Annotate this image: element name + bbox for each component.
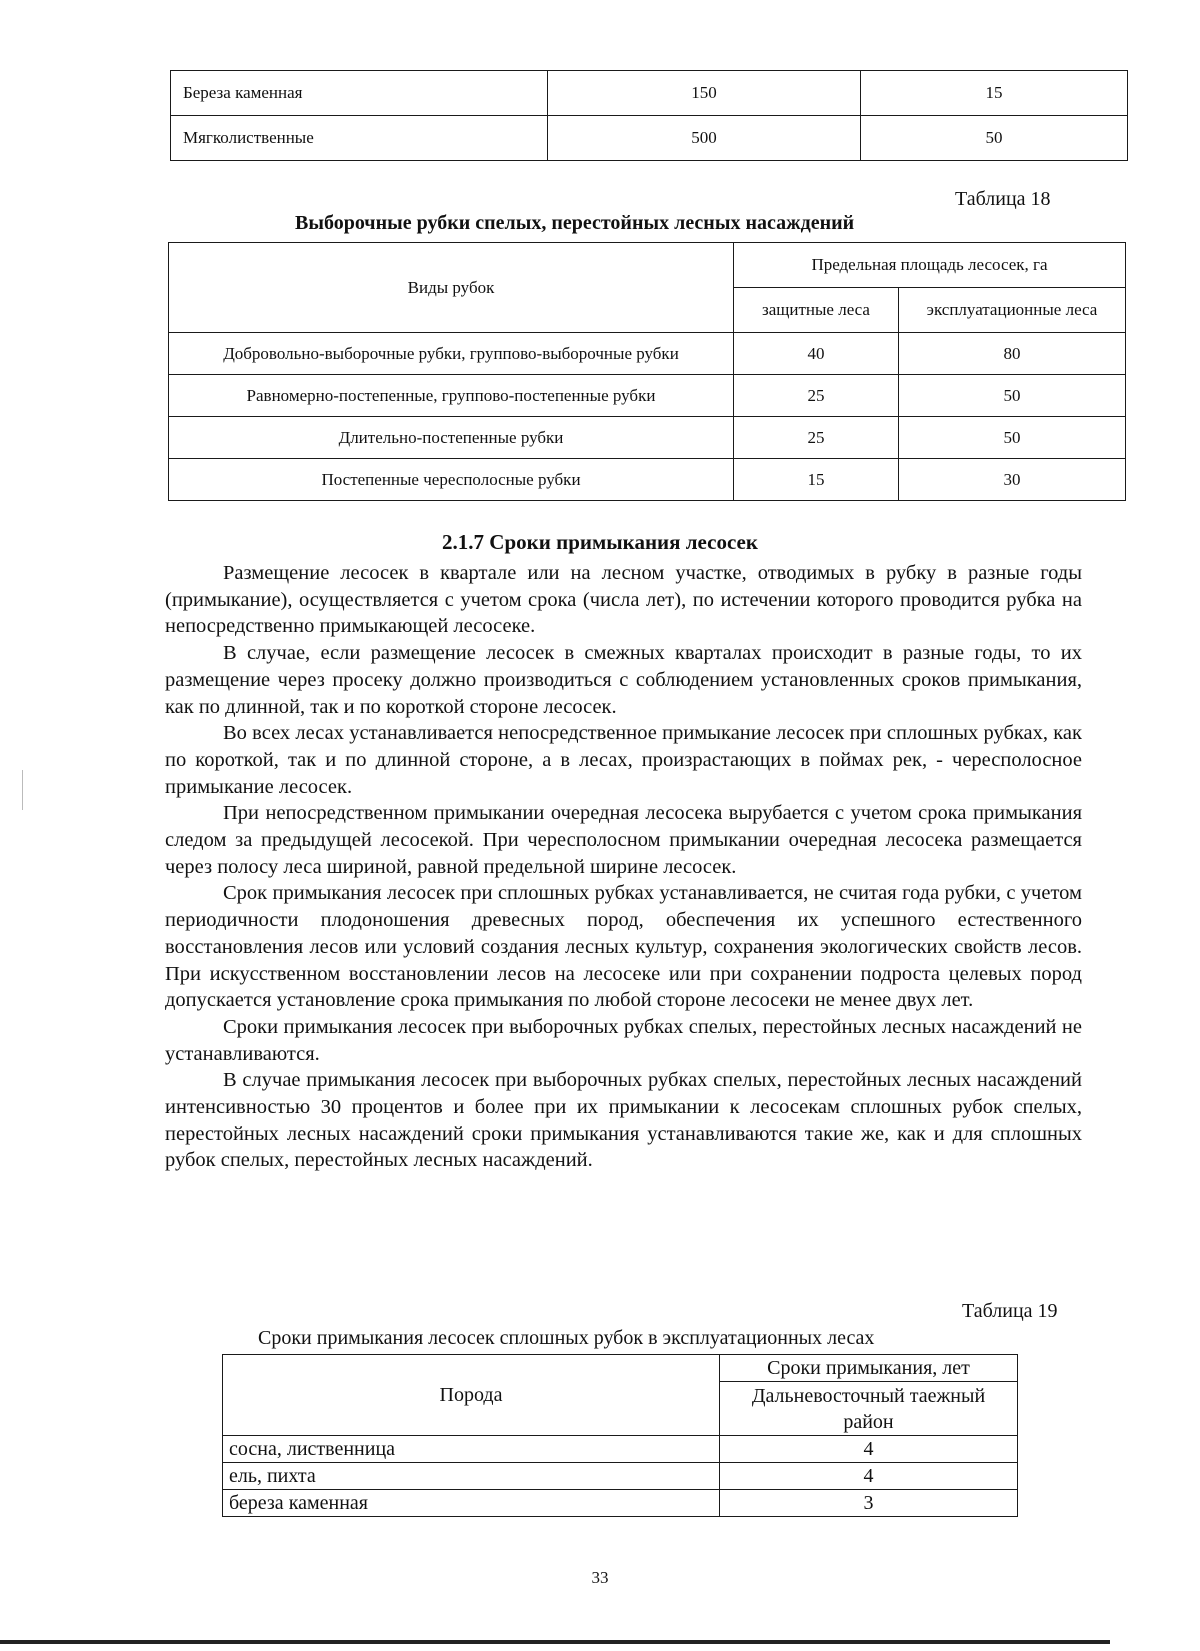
table-cell: 40 bbox=[734, 333, 899, 375]
table-row bbox=[169, 333, 1126, 375]
header-cell-exploitation: эксплуатационные леса bbox=[899, 288, 1126, 333]
paragraph: При непосредственном примыкании очередная лесосека вырубается с учетом срока примыкания следом за предыдущей лесосекой. При чересполосном примыкании очередная лесосека размещается через полосу леса шириной, равной предельной ширине лесосек. bbox=[165, 802, 1082, 878]
bottom-scan-rule bbox=[0, 1640, 1110, 1644]
table-cell: 4 bbox=[720, 1463, 1018, 1490]
table-header-row bbox=[169, 243, 1126, 288]
header-cell-area: Предельная площадь лесосек, га bbox=[734, 243, 1126, 288]
table-cell: Постепенные чересполосные рубки bbox=[169, 459, 734, 501]
table-cell: 3 bbox=[720, 1490, 1018, 1517]
table-cell: 80 bbox=[899, 333, 1126, 375]
header-cell-region: Дальневосточный таежный район bbox=[720, 1382, 1018, 1436]
table-cell: Равномерно-постепенные, группово-постепенные рубки bbox=[169, 375, 734, 417]
table-cell: 150 bbox=[548, 71, 861, 116]
table-cell: 4 bbox=[720, 1436, 1018, 1463]
continuation-table bbox=[170, 70, 1128, 161]
page-number: 33 bbox=[591, 1568, 609, 1587]
table-row bbox=[169, 459, 1126, 501]
table-cell: ель, пихта bbox=[223, 1463, 720, 1490]
table-cell: Береза каменная bbox=[171, 71, 548, 116]
table18 bbox=[168, 242, 1126, 501]
header-cell-types: Виды рубок bbox=[169, 243, 734, 333]
scan-artifact bbox=[22, 770, 23, 810]
table-cell: сосна, лиственница bbox=[223, 1436, 720, 1463]
table-cell: 25 bbox=[734, 417, 899, 459]
body-text bbox=[165, 560, 1082, 1174]
table-cell: 15 bbox=[734, 459, 899, 501]
table-cell: 30 bbox=[899, 459, 1126, 501]
table-cell: 50 bbox=[861, 116, 1128, 161]
paragraph: Сроки примыкания лесосек при выборочных рубках спелых, перестойных лесных насаждений не устанавливаются. bbox=[165, 1015, 1082, 1065]
table-row bbox=[223, 1463, 1018, 1490]
table-cell: Длительно-постепенные рубки bbox=[169, 417, 734, 459]
table-cell: Мягколиственные bbox=[171, 116, 548, 161]
paragraph: Размещение лесосек в квартале или на лесном участке, отводимых в рубку в разные годы (примыкание), осуществляется с учетом срока (числа лет), по истечении которого проводится рубка на непосредственно примыкающей лесосеке. bbox=[165, 562, 1082, 638]
paragraph: В случае примыкания лесосек при выборочных рубках спелых, перестойных лесных насаждений интенсивностью 30 процентов и более при их примыкании к лесосекам сплошных рубок спелых, перестойных лесных насаждений сроки примыкания устанавливаются такие же, как и для сплошных рубок спелых, перестойных лесных насаждений. bbox=[165, 1069, 1082, 1172]
table-row bbox=[223, 1490, 1018, 1517]
table-row bbox=[169, 375, 1126, 417]
table-cell: 15 bbox=[861, 71, 1128, 116]
table18-caption: Таблица 18 bbox=[955, 188, 1051, 210]
table-cell: 25 bbox=[734, 375, 899, 417]
paragraph: Во всех лесах устанавливается непосредственное примыкание лесосек при сплошных рубках, как по короткой, так и по длинной стороне, а в лесах, произрастающих в поймах рек, - чересполосное примыкание лесосек. bbox=[165, 722, 1082, 798]
table18-title: Выборочные рубки спелых, перестойных лесных насаждений bbox=[295, 212, 855, 234]
paragraph: Срок примыкания лесосек при сплошных рубках устанавливается, не считая года рубки, с учетом периодичности плодоношения древесных пород, обеспечения их успешного естественного восстановления лесов или условий создания лесных культур, сохранения экологических свойств лесов. При искусственном восстановлении лесов на лесосеке или при сохранении подроста целевых пород допускается установление срока примыкания по любой стороне лесосеки не менее двух лет. bbox=[165, 882, 1082, 1012]
table19 bbox=[222, 1354, 1018, 1517]
header-cell-species: Порода bbox=[223, 1355, 720, 1436]
table-cell: Добровольно-выборочные рубки, группово-выборочные рубки bbox=[169, 333, 734, 375]
table-row bbox=[169, 417, 1126, 459]
header-cell-terms: Сроки примыкания, лет bbox=[720, 1355, 1018, 1382]
paragraph: В случае, если размещение лесосек в смежных кварталах происходит в разные годы, то их размещение через просеку должно производиться с соблюдением установленных сроков примыкания, как по длинной, так и по короткой стороне лесосек. bbox=[165, 642, 1082, 718]
table-row bbox=[171, 71, 1128, 116]
table-row bbox=[223, 1436, 1018, 1463]
table-header-row bbox=[223, 1355, 1018, 1382]
table-cell: 500 bbox=[548, 116, 861, 161]
table19-title: Сроки примыкания лесосек сплошных рубок в эксплуатационных лесах bbox=[258, 1327, 875, 1349]
table-cell: 50 bbox=[899, 375, 1126, 417]
table-row bbox=[171, 116, 1128, 161]
table19-caption: Таблица 19 bbox=[962, 1300, 1058, 1322]
table-cell: 50 bbox=[899, 417, 1126, 459]
header-cell-protective: защитные леса bbox=[734, 288, 899, 333]
table-cell: береза каменная bbox=[223, 1490, 720, 1517]
section-heading: 2.1.7 Сроки примыкания лесосек bbox=[442, 530, 758, 554]
